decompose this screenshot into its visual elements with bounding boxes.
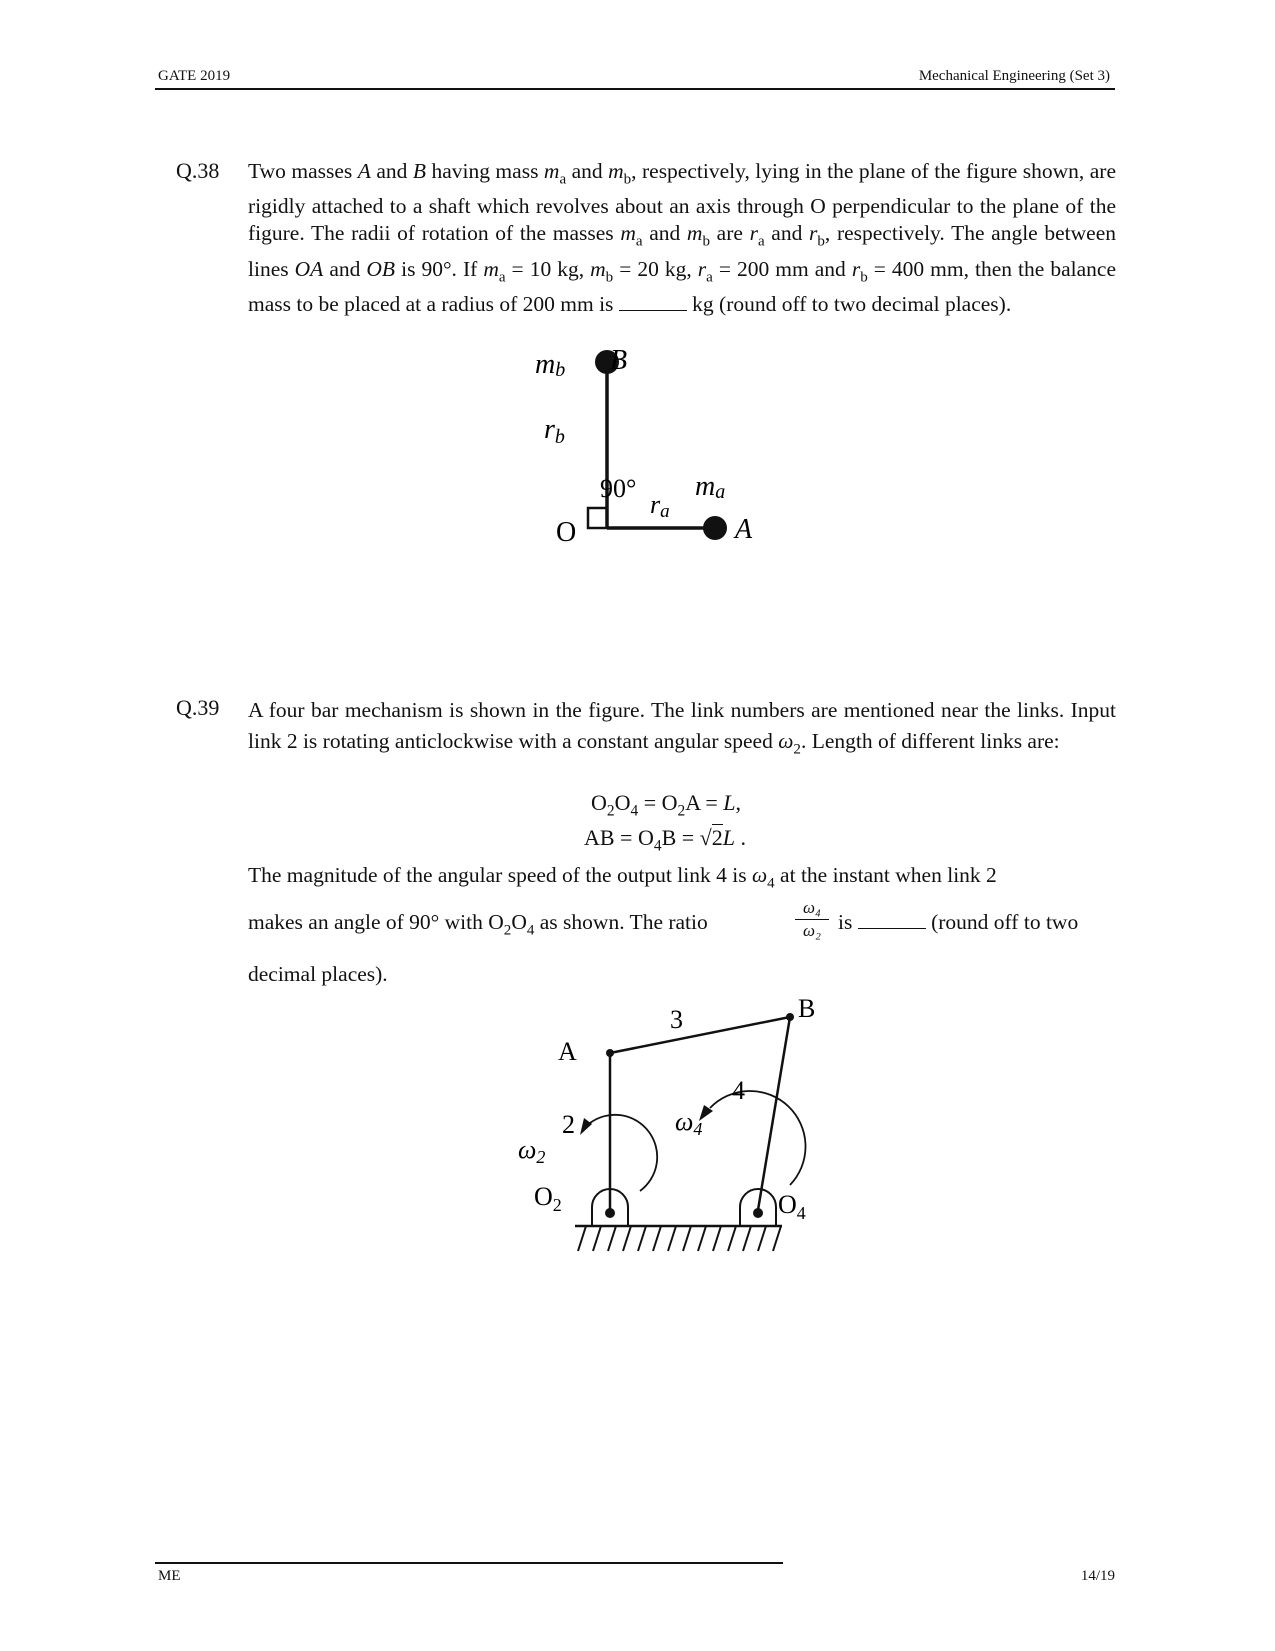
ratio-denominator: ω₂: [803, 921, 821, 940]
link-4: [758, 1017, 790, 1210]
label-link-3: 3: [670, 1005, 683, 1034]
question-text-39-line4: makes an angle of 90° with $O_2O_4$ as shown. The ratio: [248, 910, 708, 939]
label-b: B: [610, 345, 628, 376]
question-text-39-line5: decimal places).: [248, 962, 388, 986]
page-header-paper: Mechanical Engineering (Set 3): [918, 68, 1110, 84]
label-link-2: 2: [562, 1110, 575, 1139]
label-a: A: [735, 514, 753, 545]
figure-balancing-masses: [535, 345, 780, 565]
right-angle-marker: [588, 508, 607, 528]
label-omega2: ω2: [518, 1135, 546, 1167]
question-text-39-line4b: is (round off to two: [838, 910, 1079, 934]
footer-rule: [155, 1562, 783, 1564]
label-mb: mb: [535, 349, 566, 381]
omega2-arrowhead: [580, 1118, 592, 1135]
figure-four-bar-mechanism: [520, 985, 820, 1255]
label-omega4: ω4: [675, 1107, 703, 1139]
pivot-o4: [753, 1208, 763, 1218]
pivot-o2: [605, 1208, 615, 1218]
label-link-4: 4: [732, 1076, 745, 1105]
page-header-exam: GATE 2019: [158, 68, 231, 84]
question-text-39-line3: The magnitude of the angular speed of the output link 4 is $\omega_4$ at the instant when link 2: [248, 863, 997, 892]
label-o2: $O_2$: [534, 1182, 562, 1215]
question-number-39: Q.39: [176, 695, 220, 720]
question-text-39: A four bar mechanism is shown in the figure. The link numbers are mentioned near the links. Input link 2 is rotating anticlockwise with a constant angular speed $\omega_2$. Length of different links are:: [248, 698, 1116, 758]
question-text-38: Two masses A and B having mass $m_a$ and $m_b$, respectively, lying in the plane of the figure shown, are rigidly attached to a shaft which revolves about an axis through O perpendicular to the plane of the figure. The radii of rotation of the masses $m_a$ and $m_b$ are $r_a$ and $r_b$, respectively. The angle between lines OA and OB is 90°. If $m_a = 10$ kg, $m_b = 20$ kg, $r_a = 200$ mm and $r_b = 400$ mm, then the balance mass to be placed at a radius of 200 mm is kg (round off to two decimal places).: [248, 159, 1117, 316]
label-b-joint: B: [798, 994, 816, 1023]
label-rb: rb: [544, 414, 565, 448]
ratio-numerator: ω₄: [803, 898, 821, 917]
joint-b: [786, 1013, 794, 1021]
footer-page-number: 14/19: [1080, 1568, 1115, 1584]
footer-branch: ME: [158, 1568, 181, 1584]
joint-a: [606, 1049, 614, 1057]
equation-link-lengths-1: $O_2O_4 = O_2A = L$,: [591, 790, 742, 820]
label-ra: ra: [650, 490, 670, 522]
omega2-arrow: [590, 1115, 657, 1191]
header-rule: [155, 88, 1115, 90]
link-3: [610, 1017, 790, 1053]
label-o: O: [556, 517, 577, 548]
label-a-joint: A: [558, 1037, 577, 1066]
label-o4: $O_4$: [778, 1190, 806, 1223]
label-ma: ma: [695, 471, 726, 503]
omega4-arrow: [710, 1091, 806, 1185]
label-angle: 90°: [600, 474, 637, 503]
mass-a: [703, 516, 727, 540]
question-number-38: Q.38: [176, 158, 220, 183]
ratio-fraction: [795, 898, 829, 941]
equation-link-lengths-2: AB = $O_4B = √2L$ .: [584, 825, 746, 855]
ratio-fraction-bar: [795, 919, 829, 920]
ground-hatching: [578, 1226, 781, 1251]
